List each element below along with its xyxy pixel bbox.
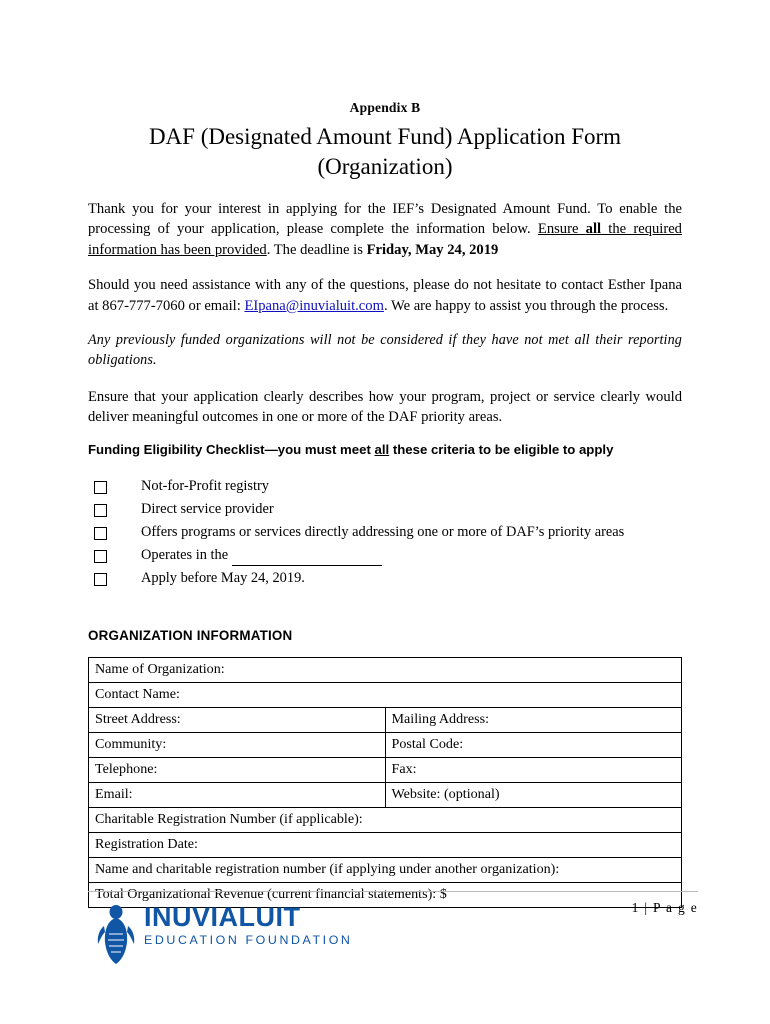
page-title [88,122,682,183]
list-item[interactable] [88,546,682,566]
checklist-item-label: Operates in the [141,546,232,563]
outcomes-paragraph: Ensure that your application clearly describes how your program, project or service clearly would deliver meaningful outcomes in one or more of the DAF priority areas. [88,388,682,426]
section-heading-organization-information: ORGANIZATION INFORMATION [88,628,293,644]
checkbox-icon[interactable] [94,573,107,586]
table-cell-total-organizational-revenue[interactable]: Total Organizational Revenue (current financial statements): $ [89,883,682,908]
intro-part-2: . The deadline is [266,242,367,259]
appendix-label: Appendix B [349,100,421,115]
table-row [89,658,682,683]
table-cell-contact-name[interactable]: Contact Name: [89,683,682,708]
intro-underlined-a: Ensure [537,221,586,238]
table-row [89,683,682,708]
intro-deadline: Friday, May 24, 2019 [366,242,499,259]
list-item[interactable] [88,500,682,520]
list-item[interactable] [88,477,682,497]
checklist-heading-part-1: Funding Eligibility Checklist—you must meet [88,442,375,458]
table-cell-name-of-organization[interactable]: Name of Organization: [89,658,682,683]
assistance-part-1: Should you need assistance with any of the questions, please do not hesitate to contact Esther Ipana at 867-777-7060 or email: [88,276,682,314]
checkbox-icon[interactable] [94,481,107,494]
logo-subtitle: EDUCATION FOUNDATION [144,933,353,947]
assistance-part-2: . We are happy to assist you through the process. [383,297,669,314]
logo [96,904,353,966]
organization-information-table [88,657,682,908]
checklist-item-label: Not-for-Profit registry [141,478,269,495]
fill-in-blank-field[interactable] [232,552,382,566]
eligibility-checklist [88,477,682,588]
intro-paragraph [88,199,682,261]
table-cell-postal-code[interactable]: Postal Code: [385,733,682,758]
table-row [89,833,682,858]
table-cell-telephone[interactable]: Telephone: [89,758,386,783]
checklist-heading-part-2: these criteria to be eligible to apply [389,442,614,458]
table-cell-street-address[interactable]: Street Address: [89,708,386,733]
intro-part-1: Thank you for your interest in applying for the IEF’s Designated Amount Fund. To enable the processing of your application, please complete the information below. [88,200,682,238]
checklist-heading-emphasis: all [374,442,390,458]
table-cell-email[interactable]: Email: [89,783,386,808]
intro-underlined-bold: all [585,221,602,238]
table-cell-registration-date[interactable]: Registration Date: [89,833,682,858]
checkbox-icon[interactable] [94,527,107,540]
title-line-1: DAF (Designated Amount Fund) Application Form [148,124,622,149]
checklist-item-label-with-blank [141,546,382,566]
table-cell-website[interactable]: Website: (optional) [385,783,682,808]
page-number: 1 | P a g e [631,900,698,915]
table-cell-mailing-address[interactable]: Mailing Address: [385,708,682,733]
checkbox-icon[interactable] [94,550,107,563]
checklist-heading [88,442,682,457]
table-row [89,858,682,883]
table-row [89,708,682,733]
checklist-item-label: Direct service provider [141,500,274,517]
table-row [89,733,682,758]
assistance-paragraph [88,275,682,316]
inuvialuit-bird-icon [96,904,136,966]
table-cell-charitable-registration-number[interactable]: Charitable Registration Number (if applicable): [89,808,682,833]
table-row [89,808,682,833]
table-cell-community[interactable]: Community: [89,733,386,758]
contact-email-link[interactable]: EIpana@inuvialuit.com [244,297,384,314]
table-cell-other-organization-registration[interactable]: Name and charitable registration number (if applying under another organization): [89,858,682,883]
table-row [89,758,682,783]
logo-title: INUVIALUIT [144,902,301,932]
list-item[interactable] [88,523,682,543]
table-row [89,783,682,808]
table-cell-fax[interactable]: Fax: [385,758,682,783]
logo-text [144,904,353,946]
reporting-obligations-note: Any previously funded organizations will not be considered if they have not met all their reporting obligations. [88,332,682,369]
checklist-item-label: Apply before May 24, 2019. [141,569,305,586]
checklist-item-label: Offers programs or services directly addressing one or more of DAF’s priority areas [141,523,625,540]
checkbox-icon[interactable] [94,504,107,517]
title-line-2: (Organization) [317,154,453,180]
intro-underlined-b: the required information has been provided [88,221,682,259]
page-footer [88,891,698,968]
list-item[interactable] [88,569,682,589]
